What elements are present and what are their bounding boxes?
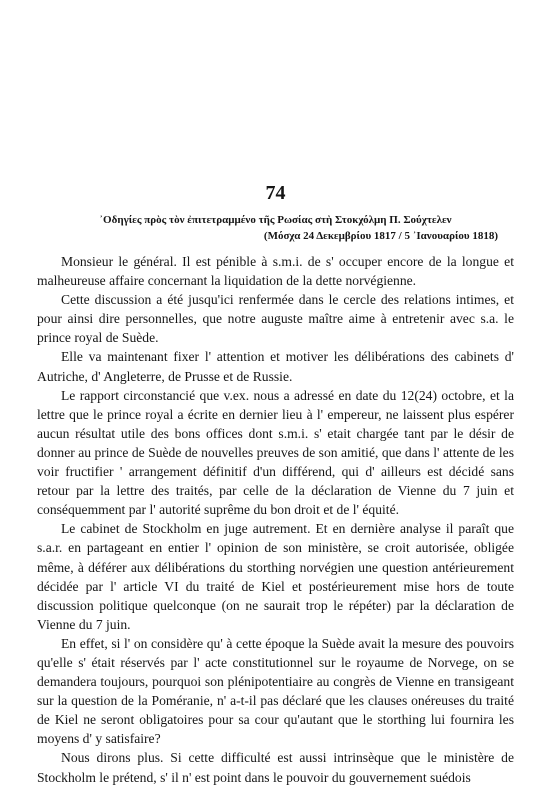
heading-date: (Μόσχα 24 Δεκεμβρίου 1817 / 5 ᾿Ιανουαρίου 1818) xyxy=(263,230,498,242)
paragraph: Cette discussion a été jusqu'ici renfermée dans le cercle des relations intimes, et pour ainsi dire personnelles, que notre auguste maître aime à entretenir avec s.a. le prince royal de Suède. xyxy=(37,292,514,346)
body-text xyxy=(37,252,514,787)
document-heading xyxy=(37,212,514,244)
document-number: 74 xyxy=(265,182,286,204)
paragraph: En effet, si l' on considère qu' à cette époque la Suède avait la mesure des pouvoirs qu'elle s' était réservés par l' acte constitutionnel sur le royaume de Norvege, on se demandera toujours, pourquoi son plénipotentiaire au congrès de Vienne en transigeant sur la question de la Poméranie, n' a-t-il pas déclaré que les clauses onéreuses du traité de Kiel ne seront obligatoires pour sa cour qu'autant que le storthing lui fournira les moyens d' y satisfaire? xyxy=(37,635,514,747)
document-page xyxy=(37,182,514,787)
paragraph: Monsieur le général. Il est pénible à s.m.i. de s' occuper encore de la longue et malheureuse affaire concernant la liquidation de la dette norvégienne. xyxy=(37,254,514,289)
paragraph: Elle va maintenant fixer l' attention et motiver les délibérations des cabinets d' Autriche, d' Angleterre, de Prusse et de Russie. xyxy=(37,349,514,384)
paragraph: Nous dirons plus. Si cette difficulté est aussi intrinsèque que le ministère de Stockholm le prétend, s' il n' est point dans le pouvoir du gouvernement suédois xyxy=(37,750,514,785)
heading-title: ᾿Οδηγίες πρὸς τὸν ἐπιτετραμμένο τῆς Ρωσίας στὴ Στοκχόλμη Π. Σούχτελεν xyxy=(99,214,452,226)
paragraph: Le cabinet de Stockholm en juge autrement. Et en dernière analyse il paraît que s.a.r. en partageant en entier l' opinion de son ministère, se croit autorisée, obligée même, à déférer aux délibérations du storthing norvégien une question antérieurement décidée par l' article VI du traité de Kiel et postérieurement mise hors de toute discussion politique quelconque (on ne saurait trop le répéter) par la déclaration de Vienne du 7 juin. xyxy=(37,521,514,632)
paragraph: Le rapport circonstancié que v.ex. nous a adressé en date du 12(24) octobre, et la lettre que le prince royal a écrite en dernier lieu à l' empereur, ne laissent plus espérer aucun résultat utile des bons offices dont s.m.i. s' etait chargée tant par le désir de donner au prince de Suède de nouvelles preuves de son amitié, que dans l' attente de les voir fructifier ' arrangement définitif d'un différend, qui d' ailleurs est décidé sans retour par la lettre des traités, par celle de la déclaration de Vienne du 7 juin et conséquemment par l' autorité suprême du bon droit et de l' équité. xyxy=(37,387,514,518)
